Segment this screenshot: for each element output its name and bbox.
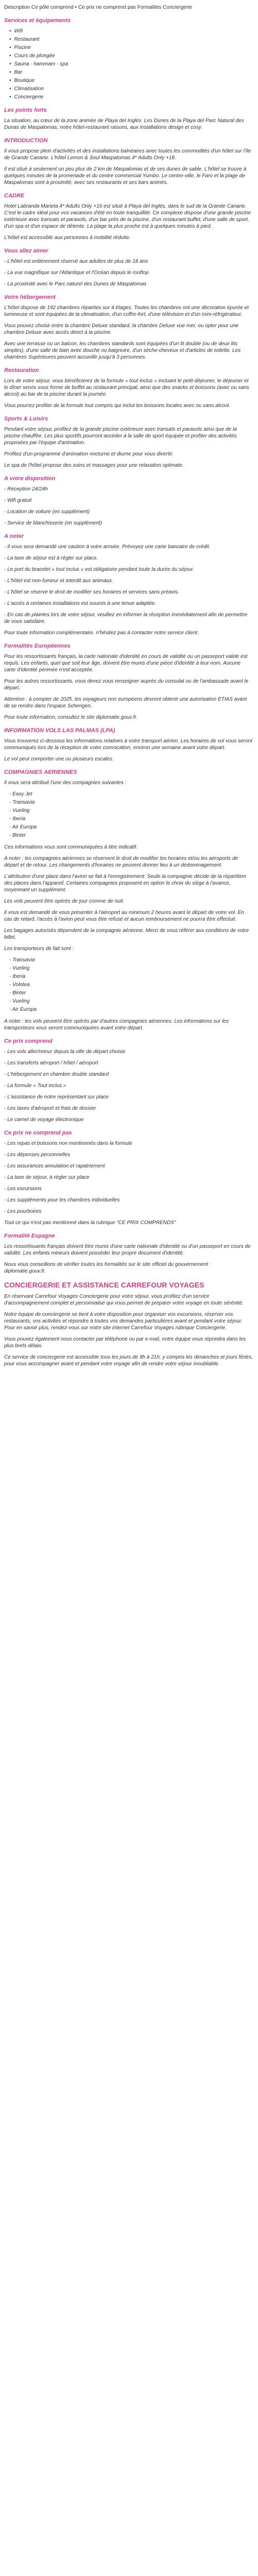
a-votre-item: - Service de blanchisserie (en supplément) [4,520,102,526]
prix-pas-item: - Les suppléments pour les chambres individuelles [4,1197,120,1203]
service-item: • Sauna - hammam - spa [9,61,253,67]
prix-pas-text-2: Tout ce qui n'est pas mentionné dans la rubrique "CE PRIX COMPRENDS" [4,1220,176,1226]
compagnie-item: - Vueling [9,807,253,814]
hebergement-text-2: Vous pouvez choisir entre la chambre Deluxe standard, la chambre Deluxe vue mer, ou opter pour une chambre Deluxe avec accès direct à la piscine. [4,323,239,335]
info-vol-text: Vous trouverez ci-dessous les informations relatives à votre transport aérien. Les horaires de vol vous seront communiqués lors de la réception de votre convocation, environ une semaine avant votre départ. [4,738,252,751]
conciergerie-heading: CONCIERGERIE ET ASSISTANCE CARREFOUR VOYAGES [4,1281,204,1289]
introduction-heading: INTRODUCTION [4,138,48,144]
compagnies-list [4,791,253,839]
conciergerie-text-3: Vous pouvez également nous contacter par téléphone ou par e-mail, notre équipe vous répondra dans les plus brefs délais. [4,1336,246,1349]
vous-allez-item: - La proximité avec le Parc naturel des Dunes de Maspalomas [4,281,147,287]
conciergerie-text: En réservant Carrefour Voyages Conciergerie pour votre séjour, vous profitez d'un service d'accompagnement complet et personnalisé qui vous permet de préparer votre voyage en toute sérénité. [4,1294,244,1306]
service-item: • Wifi [9,28,253,35]
formalite-text: Les ressortissants français doivent être munis d'une carte nationale d'identité ou d'un passeport en cours de validité. Les enfants mineurs doivent posséder leur propre document d'identité. [4,1244,251,1256]
compagnies-text-3: L'attribution d'une place dans l'avion se fait à l'enregistrement. Seule la compagnie décide de la répartition des places dans l'appareil. Certaines compagnies proposent en option le choix du siège à l'avance, moyennant un supplément. [4,874,247,893]
a-noter-item: - La taxe de séjour est à régler sur place. [4,555,98,561]
prix-pas-item: - La taxe de séjour, à régler sur place [4,1175,90,1180]
transporteurs-text-2: A noter : les vols peuvent être opérés par d'autres compagnies aériennes. Les informations sur les transporteurs vous seront communiquées avant votre départ. [4,1019,229,1031]
transporteurs-intro: Les transporteurs de fait sont : [4,946,74,952]
service-item: • Piscine [9,44,253,51]
prix-pas-heading: Ce prix ne comprend pas [4,1130,72,1136]
prix-comprend-item: - Les transferts aéroport / hôtel / aéroport [4,1060,99,1066]
formalites-text-4: Pour toute information, consultez le site diplomatie.gouv.fr. [4,715,138,720]
prix-pas-item: - Les excursions [4,1186,42,1192]
a-votre-item: - Location de voiture (en supplément) [4,509,90,515]
a-votre-item: - Wifi gratuit [4,498,32,503]
prix-comprend-heading: Ce prix comprend [4,1038,53,1044]
service-item: • Cours de plongée [9,53,253,59]
compagnies-intro: Il vous sera attribué l'une des compagnies suivantes : [4,780,127,786]
restauration-text: Lors de votre séjour, vous bénéficierez de la formule « tout inclus » incluant le petit-déjeuner, le déjeuner et le dîner servis sous forme de buffet au restaurant principal, ainsi que des snacks et boissons (avec ou sans alcool) au bar de la piscine durant la journée. [4,378,249,397]
transporteur-item: - Binter [9,990,253,996]
service-item: • Conciergerie [9,94,253,100]
cadre-heading: CADRE [4,193,25,199]
transporteur-item: - Air Europa [9,1006,253,1013]
a-votre-item: - Réception 24/24h [4,486,48,492]
formalite-text-2: Nous vous conseillons de vérifier toutes les formalités sur le site officiel du gouvernement : diplomatie.gouv.fr. [4,1262,211,1274]
transporteur-item: - Iberia [9,973,253,980]
transporteur-item: - Volotea [9,981,253,988]
a-noter-item: - Le port du bracelet « tout inclus » est obligatoire pendant toute la durée du séjour. [4,567,195,572]
service-item: • Climatisation [9,86,253,92]
sports-heading: Sports & Loisirs [4,416,48,422]
vous-allez-item: - L'hôtel est entièrement réservé aux adultes de plus de 18 ans [4,259,148,264]
vous-allez-item: - La vue magnifique sur l'Atlantique et l'Océan depuis le rooftop [4,270,149,276]
points-forts-text: La situation, au cœur de la zone animée de Playa del Inglés. Les Dunes de la Playa del Parc Natural des Dunas de Maspalomas, notre hôtel-restaurant raisons, aux installations design et cosy. [4,118,244,130]
services-heading: Services et équipements [4,18,71,24]
hebergement-text-3: Avec une terrasse ou un balcon, les chambres standards sont équipées d'un lit double (ou de deux lits simples), d'une salle de bain avec douche ou baignoire, d'un sèche-cheveux et d'articles de toilette. Les chambres Supérieures peuvent accueillir jusqu'à 3 personnes. [4,341,241,360]
prix-comprend-item: - Les taxes d'aéroport et frais de dossier [4,1106,96,1111]
prix-pas-item: - Les pourboires [4,1209,42,1214]
prix-pas-item: - Les dépenses personnelles [4,1152,70,1158]
compagnies-heading: COMPAGNIES AERIENNES [4,769,77,775]
services-list [4,28,253,100]
points-forts-heading: Les points forts [4,107,47,113]
cadre-text: Hotel Labranda Marieta 4* Adults Only +16 est situé à Playa del Inglés, dans le sud de la Grande Canarie. C'est le cadre idéal pour vos vacances d'été en toute tranquillité. Ce complexe dispose d'une grande piscine extérieure avec transats et parasols, d'un bar près de la piscine, d'un restaurant buffet, d'une salle de sport, d'un spa et d'un espace de détente. La plage la plus proche est à quelques minutes à pied. [4,204,251,229]
compagnies-text-4: Les vols peuvent être opérés de jour comme de nuit. [4,899,124,904]
a-noter-item: - En cas de plaintes lors de votre séjour, veuillez en informer la réception immédiatement afin de permettre de vous satisfaire. [4,612,248,624]
compagnie-item: - Transavia [9,799,253,806]
a-noter-text-2: Pour toute information complémentaire, n'hésitez pas à contacter notre service client. [4,630,199,636]
a-noter-item: - Il vous sera demandé une caution à votre arrivée. Prévoyez une carte bancaire de crédit. [4,544,211,550]
prix-comprend-item: - L'assistance de notre représentant sur place [4,1094,109,1100]
a-votre-disposition-heading: A votre disposition [4,476,56,482]
formalites-text-2: Pour les autres ressortissants, vous devez vous renseigner auprès du consulat ou de l'ambassade avant le départ. [4,679,249,691]
prix-pas-item: - Les assurances annulation et rapatriement [4,1163,105,1169]
prix-comprend-item: - L'hébergement en chambre double standard [4,1072,109,1077]
service-item: • Boutique [9,77,253,84]
hebergement-heading: Votre hébergement [4,294,56,300]
transporteur-item: - Transavia [9,957,253,963]
cadre-text-2: L'hôtel est accessible aux personnes à mobilité réduite. [4,235,131,241]
compagnie-item: - Iberia [9,816,253,822]
compagnies-text-2: A noter : les compagnies aériennes se réservent le droit de modifier les horaires et/ou les aéroports de départ et de retour. Les changements d'horaires ne peuvent donner lieu à un dédommagement. [4,856,238,868]
restauration-heading: Restauration [4,367,39,374]
prix-comprend-item: - Les vols aller/retour depuis la ville de départ choisie [4,1049,126,1055]
formalites-text-3: Attention : à compter de 2025, les voyageurs non européens devront obtenir une autorisation ETIAS avant de se rendre dans l'espace Schengen. [4,697,247,709]
compagnie-item: - Air Europa [9,824,253,831]
info-vol-heading: INFORMATION VOLS LAS PALMAS (LPA) [4,727,116,734]
a-noter-item: - L'hôtel se réserve le droit de modifier ses horaires et services sans préavis. [4,589,180,595]
conciergerie-text-2: Notre équipe de conciergerie se tient à votre disposition pour organiser vos excursions, réserver vos restaurants, vos activités et répondre à toutes vos demandes particulières avant et pendant votre séjour. Pour en savoir plus, rendez-vous sur notre site internet Carrefour Voyages rubrique Conciergerie. [4,1312,243,1331]
restauration-text-2: Vous pourrez profiter de la formule tout compris qui inclut les boissons locales avec ou sans alcool. [4,403,231,409]
conciergerie-text-4: Ce service de conciergerie est accessible tous les jours de 9h à 21h, y compris les dimanches et jours fériés, pour vous accompagner avant et pendant votre voyage afin de rendre votre séjour inoubliable. [4,1354,253,1367]
prix-comprend-item: - La formule « Tout inclus » [4,1083,67,1089]
introduction-text: Il vous propose plein d'activités et des installations balnéaires avec toutes les commodités d'un hôtel sur l'île de Grande Canarie. L'hôtel Lemon & Soul Maspalomas 4* Adults Only +18. [4,148,251,161]
compagnie-item: - Binter [9,832,253,839]
sports-text-2: Profitez d'un programme d'animation nocturne et diurne pour vous divertir. [4,451,174,457]
transporteur-item: - Vueling [9,965,253,972]
transporteur-item: - Vueling [9,998,253,1005]
sports-text: Pendant votre séjour, profitez de la grande piscine extérieure avec transats et parasols ainsi que de la piscine chauffée. Les plus sportifs pourront accéder à la salle de sport équipée et profiter des activités proposées par l'équipe d'animation. [4,427,237,446]
service-item: • Restaurant [9,36,253,43]
compagnies-text-6: Les bagages autorisés dépendent de la compagnie aérienne. Merci de vous référer aux conditions de votre billet. [4,928,249,940]
service-item: • Bar [9,69,253,76]
compagnie-item: - Easy Jet [9,791,253,798]
a-noter-item: - L'accès à certaines installations est soumis à une tenue adaptée. [4,601,156,606]
intro-text: Description Ce pôle comprend • Ce prix ne comprend pas Formalités Conciergerie [4,5,192,10]
transporteurs-list [4,957,253,1013]
introduction-text-2: Il est situé à seulement un peu plus de 2 km de Maspalomas et de ses dunes de sable. L'hôtel se trouve à quelques minutes de la promenade et du centre commercial Yumbo. Le centre-ville, le Faro et la plage de Maspalomas sont à proximité, avec ses restaurants et ses bars animés. [4,166,247,185]
formalites-text: Pour les ressortissants français, la carte nationale d'identité en cours de validité ou un passeport valide est requis. Les enfants, quel que soit leur âge, doivent être munis d'une pièce d'identité à leur nom. Aucune carte d'identité périmée n'est acceptée. [4,654,248,673]
a-noter-heading: A noter [4,533,24,539]
prix-pas-item: - Les repas et boissons non mentionnés dans la formule [4,1141,133,1146]
compagnies-note: Ces informations vous sont communiquées à titre indicatif. [4,844,138,850]
compagnies-text-5: Il vous est demandé de vous présenter à l'aéroport au minimum 2 heures avant le départ de votre vol. En cas de retard, l'accès à l'avion peut vous être refusé et aucun remboursement ne pourra être effectué. [4,910,244,922]
sports-text-3: Le spa de l'hôtel propose des soins et massages pour une relaxation optimale. [4,463,184,468]
hebergement-text: L'hôtel dispose de 192 chambres réparties sur 4 étages. Toutes les chambres ont une décoration épurée et lumineuse et sont équipées de la climatisation, d'un coffre-fort, d'une télévision et d'un mini-réfrigérateur. [4,305,249,317]
info-vol-text-2: Le vol peut comporter une ou plusieurs escales. [4,756,114,762]
formalite-espagne-heading: Formalité Espagne [4,1233,55,1239]
prix-comprend-text-2: - Le carnet de voyage électronique [4,1117,84,1123]
vous-allez-aimer-heading: Vous allez aimer [4,248,49,254]
formalites-heading: Formalités Européennes [4,643,71,649]
a-noter-item: - L'hôtel est non-fumeur et interdit aux animaux. [4,578,114,584]
